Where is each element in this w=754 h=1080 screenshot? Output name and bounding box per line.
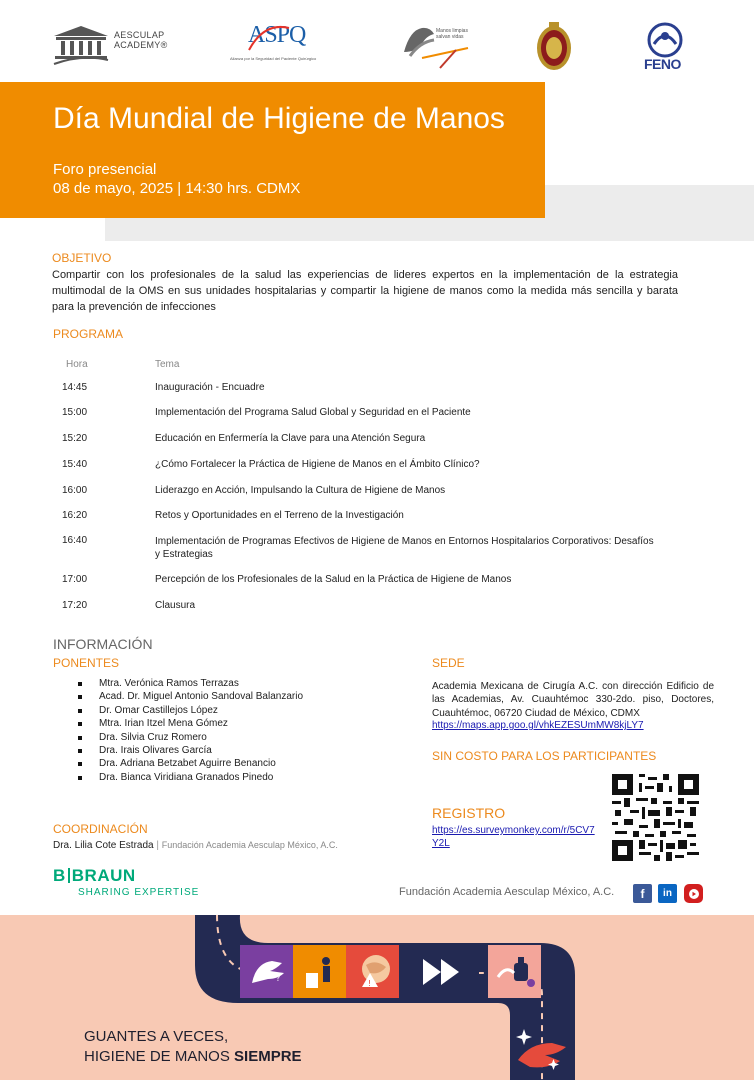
row-tema: Implementación del Programa Salud Global y Seguridad en el Paciente <box>155 407 471 418</box>
list-item: Dra. Adriana Betzabet Aguirre Benancio <box>78 757 303 770</box>
registro-title: REGISTRO <box>432 805 506 821</box>
bbraun-b: B <box>53 866 66 885</box>
feno-emblem-icon <box>642 22 688 58</box>
list-item: Dra. Silvia Cruz Romero <box>78 731 303 744</box>
footer-org-name: Fundación Academia Aesculap México, A.C. <box>399 886 615 898</box>
campaign-slogan <box>84 1027 302 1067</box>
footer-banner <box>0 915 754 1080</box>
row-hora: 16:40 <box>62 535 88 546</box>
coordinador-org: Fundación Academia Aesculap México, A.C. <box>161 840 338 850</box>
coordinacion-line <box>53 840 338 851</box>
slogan-line2-bold: SIEMPRE <box>234 1048 302 1065</box>
feno-logo <box>642 22 688 74</box>
registro-link[interactable] <box>432 824 595 850</box>
feno-name: FENO <box>644 56 681 72</box>
aspq-subtitle: Alianza por la Seguridad del Paciente Quirúrgico <box>230 56 317 61</box>
ponentes-title: PONENTES <box>53 656 120 670</box>
row-tema: Inauguración - Encuadre <box>155 382 265 393</box>
row-hora: 16:00 <box>62 485 88 496</box>
list-item: Acad. Dr. Miguel Antonio Sandoval Balanzario <box>78 690 303 703</box>
qr-code[interactable] <box>612 774 699 861</box>
qr-code-icon <box>612 774 699 861</box>
separator: | <box>156 840 162 851</box>
row-tema: Liderazgo en Acción, Impulsando la Cultura de Higiene de Manos <box>155 485 446 496</box>
row-hora: 15:20 <box>62 433 88 444</box>
row-tema: Clausura <box>155 600 196 611</box>
sede-map-link[interactable]: https://maps.app.goo.gl/vhkEZESUmMW8kjLY7 <box>432 720 644 731</box>
facebook-icon[interactable]: f <box>633 884 652 903</box>
row-hora: 15:40 <box>62 459 88 470</box>
bbraun-logo <box>53 866 199 898</box>
svg-text:?: ? <box>276 974 281 983</box>
row-tema: Educación en Enfermería la Clave para una Atención Segura <box>155 433 426 444</box>
manos-limpias-logo <box>400 22 472 70</box>
list-item: Dr. Omar Castillejos López <box>78 704 303 717</box>
row-hora: 16:20 <box>62 510 88 521</box>
coordinacion-title: COORDINACIÓN <box>53 822 148 836</box>
objetivo-title: OBJETIVO <box>52 251 112 265</box>
temple-icon <box>52 24 110 70</box>
slogan-line1: GUANTES A VECES, <box>84 1028 229 1045</box>
row-tema: Percepción de los Profesionales de la Salud en la Práctica de Higiene de Manos <box>155 574 512 585</box>
ponentes-list <box>78 677 303 784</box>
informacion-title: INFORMACIÓN <box>53 636 153 652</box>
list-item: Mtra. Irian Itzel Mena Gómez <box>78 717 303 730</box>
slogan-line2-regular: HIGIENE DE MANOS <box>84 1048 235 1065</box>
col-hora-header: Hora <box>66 359 88 370</box>
sede-address: Academia Mexicana de Cirugía A.C. con dirección Edificio de las Academias, Av. Cuauhtémoc 330-2do. piso, Doctores, Cuauhtémoc, 06720 Ciudad de México, CDMX <box>432 681 714 719</box>
aesculap-line1: AESCULAP <box>114 30 165 40</box>
bbraun-tagline: SHARING EXPERTISE <box>78 887 200 898</box>
youtube-play-icon <box>688 889 700 899</box>
registro-link-line1[interactable]: https://es.surveymonkey.com/r/5CV7 <box>432 825 595 836</box>
sede-title: SEDE <box>432 656 465 670</box>
bbraun-divider <box>68 868 70 883</box>
linkedin-icon[interactable]: in <box>658 884 677 903</box>
manos-line1: Manos limpias <box>436 28 468 34</box>
row-tema: ¿Cómo Fortalecer la Práctica de Higiene de Manos en el Ámbito Clínico? <box>155 459 480 470</box>
col-tema-header: Tema <box>155 359 180 370</box>
aesculap-academy-logo <box>52 24 172 70</box>
list-item: Dra. Bianca Viridiana Granados Pinedo <box>78 771 303 784</box>
objetivo-text: Compartir con los profesionales de la salud las experiencias de lideres expertos en la implementación de la estrategia multimodal de la OMS en sus unidades hospitalarias y compartir la higiene de manos como la medida más sencilla y barata para la prevención de infecciones <box>52 269 678 313</box>
row-hora: 17:00 <box>62 574 88 585</box>
aspq-logo <box>230 20 334 66</box>
sin-costo-label: SIN COSTO PARA LOS PARTICIPANTES <box>432 749 657 763</box>
row-tema: Implementación de Programas Efectivos de Higiene de Manos en Entornos Hospitalarios Corporativos: Desafíos y Estrategias <box>155 536 654 560</box>
row-hora: 17:20 <box>62 600 88 611</box>
row-hora: 15:00 <box>62 407 88 418</box>
svg-text:!: ! <box>368 979 372 988</box>
row-tema: Retos y Oportunidades en el Terreno de la Investigación <box>155 510 404 521</box>
aspq-swoosh-icon <box>244 20 314 54</box>
aspq-name: ASPQ <box>248 22 306 48</box>
registro-link-line2[interactable]: Y2L <box>432 838 450 849</box>
bbraun-braun: BRAUN <box>71 866 136 885</box>
manos-accent-icon <box>420 46 470 70</box>
logo-bar <box>0 0 754 80</box>
event-format: Foro presencial <box>53 161 157 178</box>
event-title: Día Mundial de Higiene de Manos <box>53 102 505 135</box>
crest-logo <box>535 20 573 74</box>
coordinador-name: Dra. Lilia Cote Estrada <box>53 840 154 851</box>
row-hora: 14:45 <box>62 382 88 393</box>
list-item: Mtra. Verónica Ramos Terrazas <box>78 677 303 690</box>
programa-title: PROGRAMA <box>53 327 124 341</box>
event-date: 08 de mayo, 2025 | 14:30 hrs. CDMX <box>53 180 301 197</box>
youtube-icon[interactable] <box>684 884 703 903</box>
crest-icon <box>535 20 573 74</box>
manos-line2: salvan vidas <box>436 34 464 40</box>
aesculap-line2: ACADEMY® <box>114 40 168 50</box>
hero-banner <box>0 82 545 218</box>
list-item: Dra. Irais Olivares García <box>78 744 303 757</box>
